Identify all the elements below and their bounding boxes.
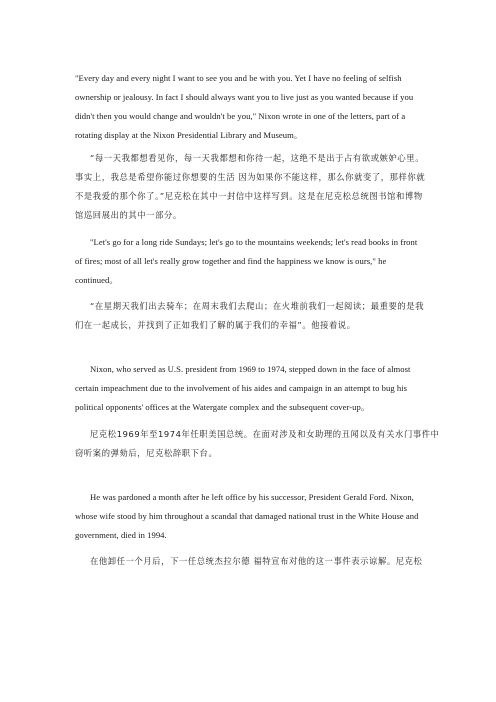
text-line: 不是我爱的那个你了。”尼克松在其中一封信中这样写到。这是在尼克松总统图书馆和博物 [75,191,423,201]
text-line: rotating display at the Nixon Presidential Library and Museum。 [75,130,303,140]
text-line: 事实上，我总是希望你能过你想要的生活 因为如果你不能这样，那么你就变了，那样你就 [75,172,426,182]
text-line: 们在一起成长，并找到了正如我们了解的属于我们的幸福”。他接着说。 [75,320,356,330]
text-line: political opponents' offices at the Watergate complex and the subsequent cover-up。 [75,402,370,412]
text-line: Nixon, who served as U.S. president from 1969 to 1974, stepped down in the face of almost [90,364,411,374]
paragraph-english-letter [75,69,425,145]
text-line: of fires; most of all let's really grow together and find the happiness we know is ours," he [75,256,387,266]
paragraph-english-pardon [75,488,425,545]
text-line: “每一天我都想看见你，每一天我都想和你待一起，这绝不是出于占有欲或嫉妒心里。 [90,153,425,163]
text-line: ownership or jealousy. In fact I should always want you to live just as you wanted because if you [75,92,414,102]
paragraph-english-resignation [75,360,425,417]
text-line: continued。 [75,275,118,285]
text-line: 馆巡回展出的其中一部分。 [75,210,182,220]
text-line: government, died in 1994. [75,530,167,540]
text-line: “在星期天我们出去骑车；在周末我们去爬山；在火堆前我们一起阅读；最重要的是我 [90,301,425,311]
text-line: 尼克松1969年至1974年任职美国总统。在面对涉及和女助理的丑闻以及有关水门事件中 [90,429,440,439]
paragraph-chinese-continued [75,297,425,335]
paragraph-chinese-letter [75,149,425,225]
text-line: "Every day and every night I want to see you and be with you. Yet I have no feeling of selfish [75,73,402,83]
paragraph-chinese-resignation [75,425,440,463]
paragraph-chinese-pardon [75,552,425,571]
text-line: He was pardoned a month after he left office by his successor, President Gerald Ford. Nixon, [90,492,414,502]
text-line: certain impeachment due to the involvement of his aides and campaign in an attempt to bug his [75,383,408,393]
text-line: whose wife stood by him throughout a scandal that damaged national trust in the White House and [75,511,419,521]
text-line: didn't then you would change and wouldn't be you," Nixon wrote in one of the letters, part of a [75,111,406,121]
text-line: 窃听案的弹劾后，尼克松辞职下台。 [75,448,218,458]
text-line: 在他卸任一个月后，下一任总统杰拉尔德 福特宣布对他的这一事件表示谅解。尼克松 [90,556,423,566]
text-line: "Let's go for a long ride Sundays; let's go to the mountains weekends; let's read books in front [90,237,418,247]
paragraph-english-continued [75,233,425,290]
